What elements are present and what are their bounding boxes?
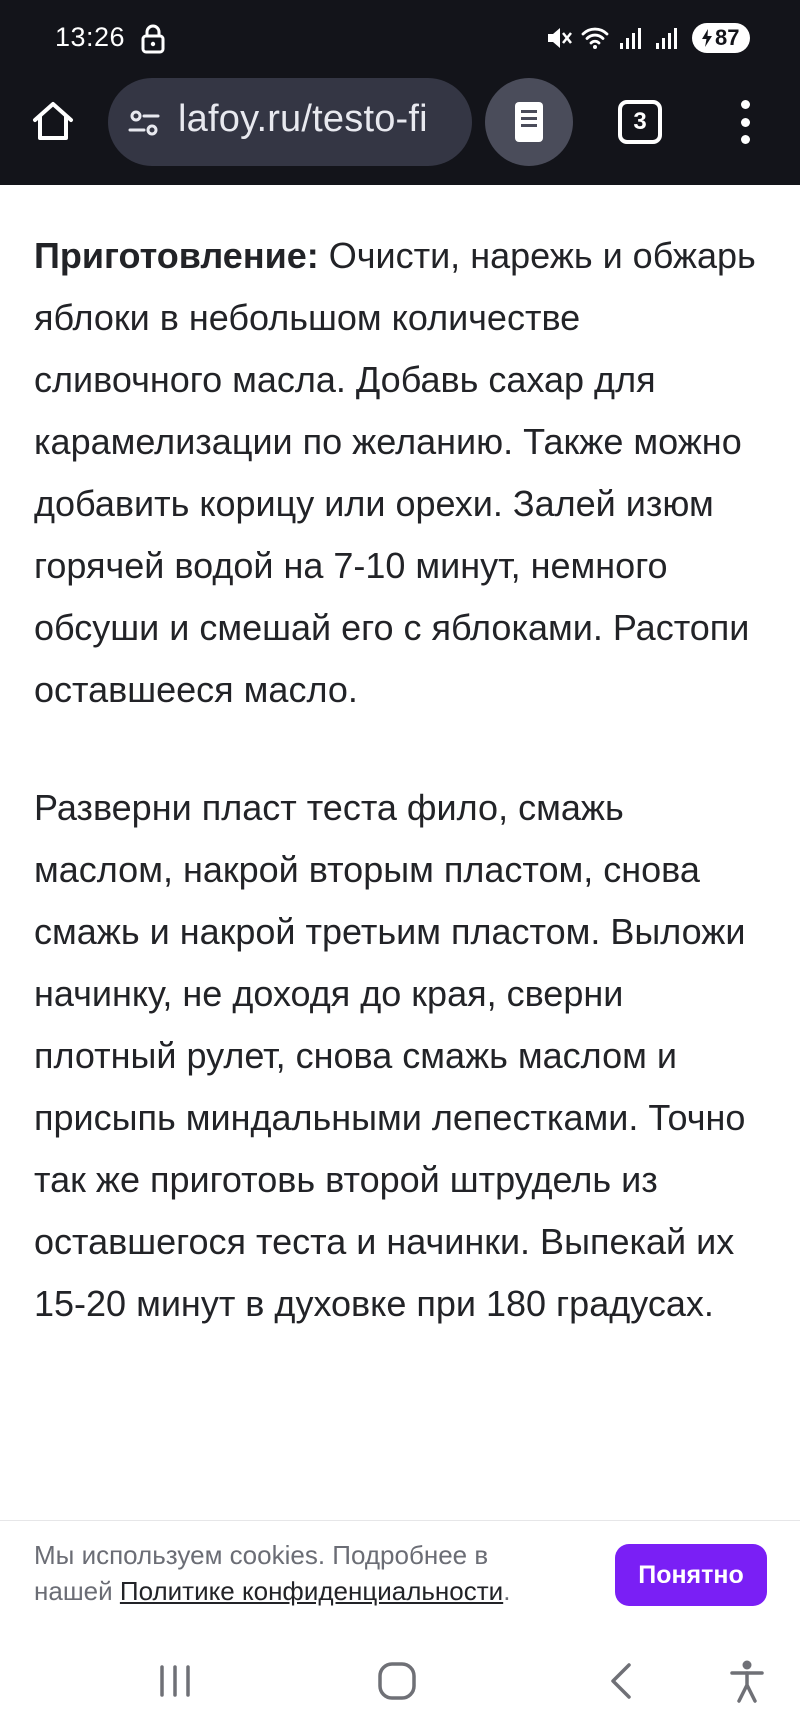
menu-dot [741, 135, 750, 144]
privacy-policy-link[interactable]: Политике конфиденциальности [119, 1576, 504, 1606]
home-nav-icon [376, 1660, 418, 1702]
recent-apps-button[interactable] [150, 1656, 200, 1706]
article-paragraph [34, 225, 769, 721]
home-nav-button[interactable] [372, 1656, 422, 1706]
status-icons [544, 22, 750, 54]
menu-dot [741, 100, 750, 109]
cookie-banner [0, 1520, 800, 1628]
paragraph-text: Очисти, нарежь и обжарь яблоки в небольшом количестве сливочного масла. Добавь сахар для карамелизации по желанию. Также можно добавить корицу или орехи. Залей изюм горячей водой на 7-10 минут, немного обсуши и смешай его с яблоками. Растопи оставшееся масло. [34, 235, 756, 710]
accept-cookies-button[interactable]: Понятно [615, 1544, 767, 1606]
section-lead: Приготовление: [34, 235, 319, 276]
mute-icon [544, 23, 574, 53]
battery-indicator [692, 23, 750, 53]
back-button[interactable] [596, 1656, 646, 1706]
tabs-button[interactable] [618, 100, 662, 144]
tab-count: 3 [633, 108, 647, 135]
status-time: 13:26 [55, 22, 126, 52]
reader-mode-button[interactable] [485, 78, 573, 166]
home-icon [31, 99, 75, 143]
battery-charging-icon [701, 29, 713, 47]
battery-level: 87 [715, 25, 740, 50]
accessibility-button[interactable] [722, 1656, 772, 1706]
signal-icon [616, 23, 646, 53]
system-navigation-bar [0, 1628, 800, 1733]
article-paragraph: Разверни пласт теста фило, смажь маслом, накрой вторым пластом, снова смажь и накрой третьим пластом. Выложи начинку, не доходя до края, сверни плотный рулет, снова смажь маслом и присыпь миндальными лепестками. Точно так же приготовь второй штрудель из оставшегося теста и начинки. Выпекай их 15-20 минут в духовке при 180 градусах. [34, 787, 746, 1324]
menu-dot [741, 118, 750, 127]
wifi-icon [580, 23, 610, 53]
cookie-text [34, 1537, 574, 1609]
browser-toolbar [0, 76, 800, 185]
address-bar[interactable] [108, 78, 472, 166]
accessibility-icon [727, 1659, 767, 1703]
recent-apps-icon [155, 1661, 195, 1701]
overflow-menu-icon[interactable] [730, 96, 760, 148]
status-bar [0, 0, 800, 76]
back-icon [601, 1661, 641, 1701]
reader-mode-icon [513, 100, 545, 144]
url-text[interactable]: lafoy.ru/testo-fi [178, 98, 428, 140]
cookie-message: Мы используем cookies. Подробнее в нашей [34, 1540, 489, 1606]
signal-icon [652, 23, 682, 53]
browser-chrome [0, 0, 800, 185]
cookie-suffix: . [503, 1576, 511, 1606]
home-button[interactable] [28, 96, 78, 146]
lock-icon [140, 24, 166, 54]
site-settings-icon[interactable] [126, 105, 162, 141]
article-body [34, 225, 769, 1335]
